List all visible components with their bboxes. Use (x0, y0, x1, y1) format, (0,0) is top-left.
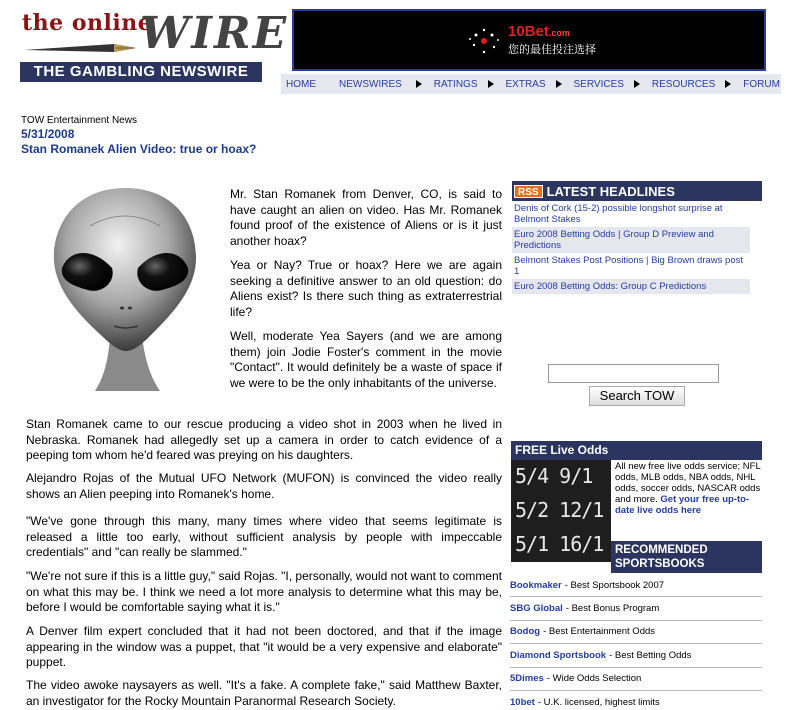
sportsbook-link[interactable]: Bookmaker (510, 579, 562, 591)
banner-tagline: 您的最佳投注选择 (508, 43, 596, 56)
article-paragraph: Mr. Stan Romanek from Denver, CO, is said to have caught an alien on video. Has Mr. Romanek found proof of the existence of Aliens or is it just another hoax? (230, 187, 502, 248)
logo-text-wire: WIRE (140, 8, 289, 59)
live-odds-header: FREE Live Odds (511, 441, 762, 460)
sportsbook-link[interactable]: Diamond Sportsbook (510, 649, 607, 661)
article-paragraph: Yea or Nay? True or hoax? Here we are again seeking a definitive answer to an old question: do Aliens exist? Is there such thing as extraterrestrial life? (230, 258, 502, 319)
odds-board-row: 5/2 12/1 (515, 498, 604, 522)
nav-ratings[interactable]: RATINGS (433, 78, 478, 90)
article-paragraph: Well, moderate Yea Sayers (and we are among them) join Jodie Foster's comment in the movie "Contact". It would definitely be a waste of space if we were to be the only inhabitants of the universe. (230, 329, 502, 390)
headlines-header (512, 181, 762, 201)
article-paragraph: Stan Romanek came to our rescue producing a video shot in 2003 when he lived in Nebraska. Romanek had allegedly set up a camera in order to catch evidence of a peeping tom whom he'd feared was preying on his daughters. (26, 417, 502, 462)
nav-extras[interactable]: EXTRAS (505, 78, 546, 90)
article-paragraph: Alejandro Rojas of the Mutual UFO Network (MUFON) is convinced the video really shows an Alien peeping into Romanek's home. (26, 471, 502, 501)
article-date: 5/31/2008 (21, 127, 75, 141)
sportsbook-row (510, 691, 762, 710)
article-paragraph: "We've gone through this many, many times where video that seems legitimate is released a little too early, without sufficient analysis by people with impeccable credentials" and "can really be slammed." (26, 514, 502, 559)
live-odds-link[interactable]: Get your free up-to-date live odds here (615, 494, 750, 516)
latest-headlines-box (512, 181, 762, 294)
article-paragraph: The video awoke naysayers as well. "It's a fake. A complete fake," said Matthew Baxter, an investigator for the Rocky Mountain Paranormal Research Society. (26, 678, 502, 708)
nav-newswires[interactable]: NEWSWIRES (339, 78, 402, 90)
article-paragraph: A Denver film expert concluded that it had not been doctored, and that if the image appearing in the window was a puppet, that "it would be a very expensive and elaborate" puppet. (26, 624, 502, 669)
headline-link[interactable]: Euro 2008 Betting Odds | Group D Preview and Predictions (512, 227, 750, 253)
sportsbook-row (510, 574, 762, 597)
headline-link[interactable]: Denis of Cork (15-2) possible longshot surprise at Belmont Stakes (514, 203, 723, 225)
headlines-title: LATEST HEADLINES (546, 183, 675, 199)
sportsbook-link[interactable]: 5Dimes (510, 673, 544, 685)
sportsbook-desc: - U.K. licensed, highest limits (537, 696, 660, 708)
nav-home[interactable]: HOME (286, 78, 316, 90)
nav-services[interactable]: SERVICES (573, 78, 624, 90)
sportsbooks-header: RECOMMENDED SPORTSBOOKS (611, 541, 762, 573)
logo-tagline: THE GAMBLING NEWSWIRE (20, 62, 262, 82)
article-headline: Stan Romanek Alien Video: true or hoax? (21, 142, 257, 156)
arrow-right-icon[interactable] (556, 80, 562, 88)
fountain-pen-icon (24, 38, 144, 58)
main-nav (281, 74, 781, 94)
sportsbook-link[interactable]: SBG Global (510, 603, 563, 615)
banner-brand: 10Bet.com (508, 23, 570, 40)
nav-resources[interactable]: RESOURCES (651, 78, 716, 90)
article-source: TOW Entertainment News (21, 115, 137, 126)
sportsbook-link[interactable]: Bodog (510, 626, 541, 638)
live-odds-description (615, 461, 762, 516)
sportsbook-row (510, 644, 762, 667)
rss-icon[interactable]: RSS (514, 185, 543, 198)
headline-link[interactable]: Euro 2008 Betting Odds: Group C Predictions (512, 279, 750, 294)
arrow-right-icon[interactable] (488, 80, 494, 88)
sportsbook-desc: - Best Betting Odds (609, 649, 692, 661)
sparkle-icon (464, 25, 504, 55)
logo-text-the-online: the online (22, 10, 153, 36)
sportsbook-desc: - Best Sportsbook 2007 (564, 579, 665, 591)
sportsbook-desc: - Best Bonus Program (565, 603, 660, 615)
sportsbook-row (510, 621, 762, 644)
article-paragraph: "We're not sure if this is a little guy," said Rojas. "I, personally, would not want to comment on what this may be. I think we need a lot more analysis to determine what this may be, before I would be comfortable saying what it is." (26, 569, 502, 614)
live-odds-text: All new free live odds service; NFL odds, MLB odds, NBA odds, NHL odds, soccer odds, NASCAR odds and more. (615, 461, 761, 505)
odds-board-image[interactable] (511, 460, 611, 562)
arrow-right-icon[interactable] (634, 80, 640, 88)
odds-board-row: 5/1 16/1 (515, 532, 604, 556)
site-logo[interactable] (20, 8, 289, 82)
banner-ad[interactable] (292, 9, 766, 71)
sportsbook-row (510, 597, 762, 620)
sportsbook-row (510, 668, 762, 691)
headline-link[interactable]: Belmont Stakes Post Positions | Big Brown draws post 1 (514, 255, 743, 277)
sportsbook-link[interactable]: 10bet (510, 696, 535, 708)
search-button[interactable]: Search TOW (589, 386, 685, 406)
sportsbook-desc: - Best Entertainment Odds (543, 626, 656, 638)
nav-forum[interactable]: FORUM (743, 78, 780, 90)
sportsbooks-list (510, 574, 762, 710)
arrow-right-icon[interactable] (416, 80, 422, 88)
search-input[interactable] (548, 364, 719, 383)
sportsbook-desc: - Wide Odds Selection (546, 673, 642, 685)
odds-board-row: 5/4 9/1 (515, 464, 593, 488)
arrow-right-icon[interactable] (725, 80, 731, 88)
alien-head-image (50, 186, 200, 391)
